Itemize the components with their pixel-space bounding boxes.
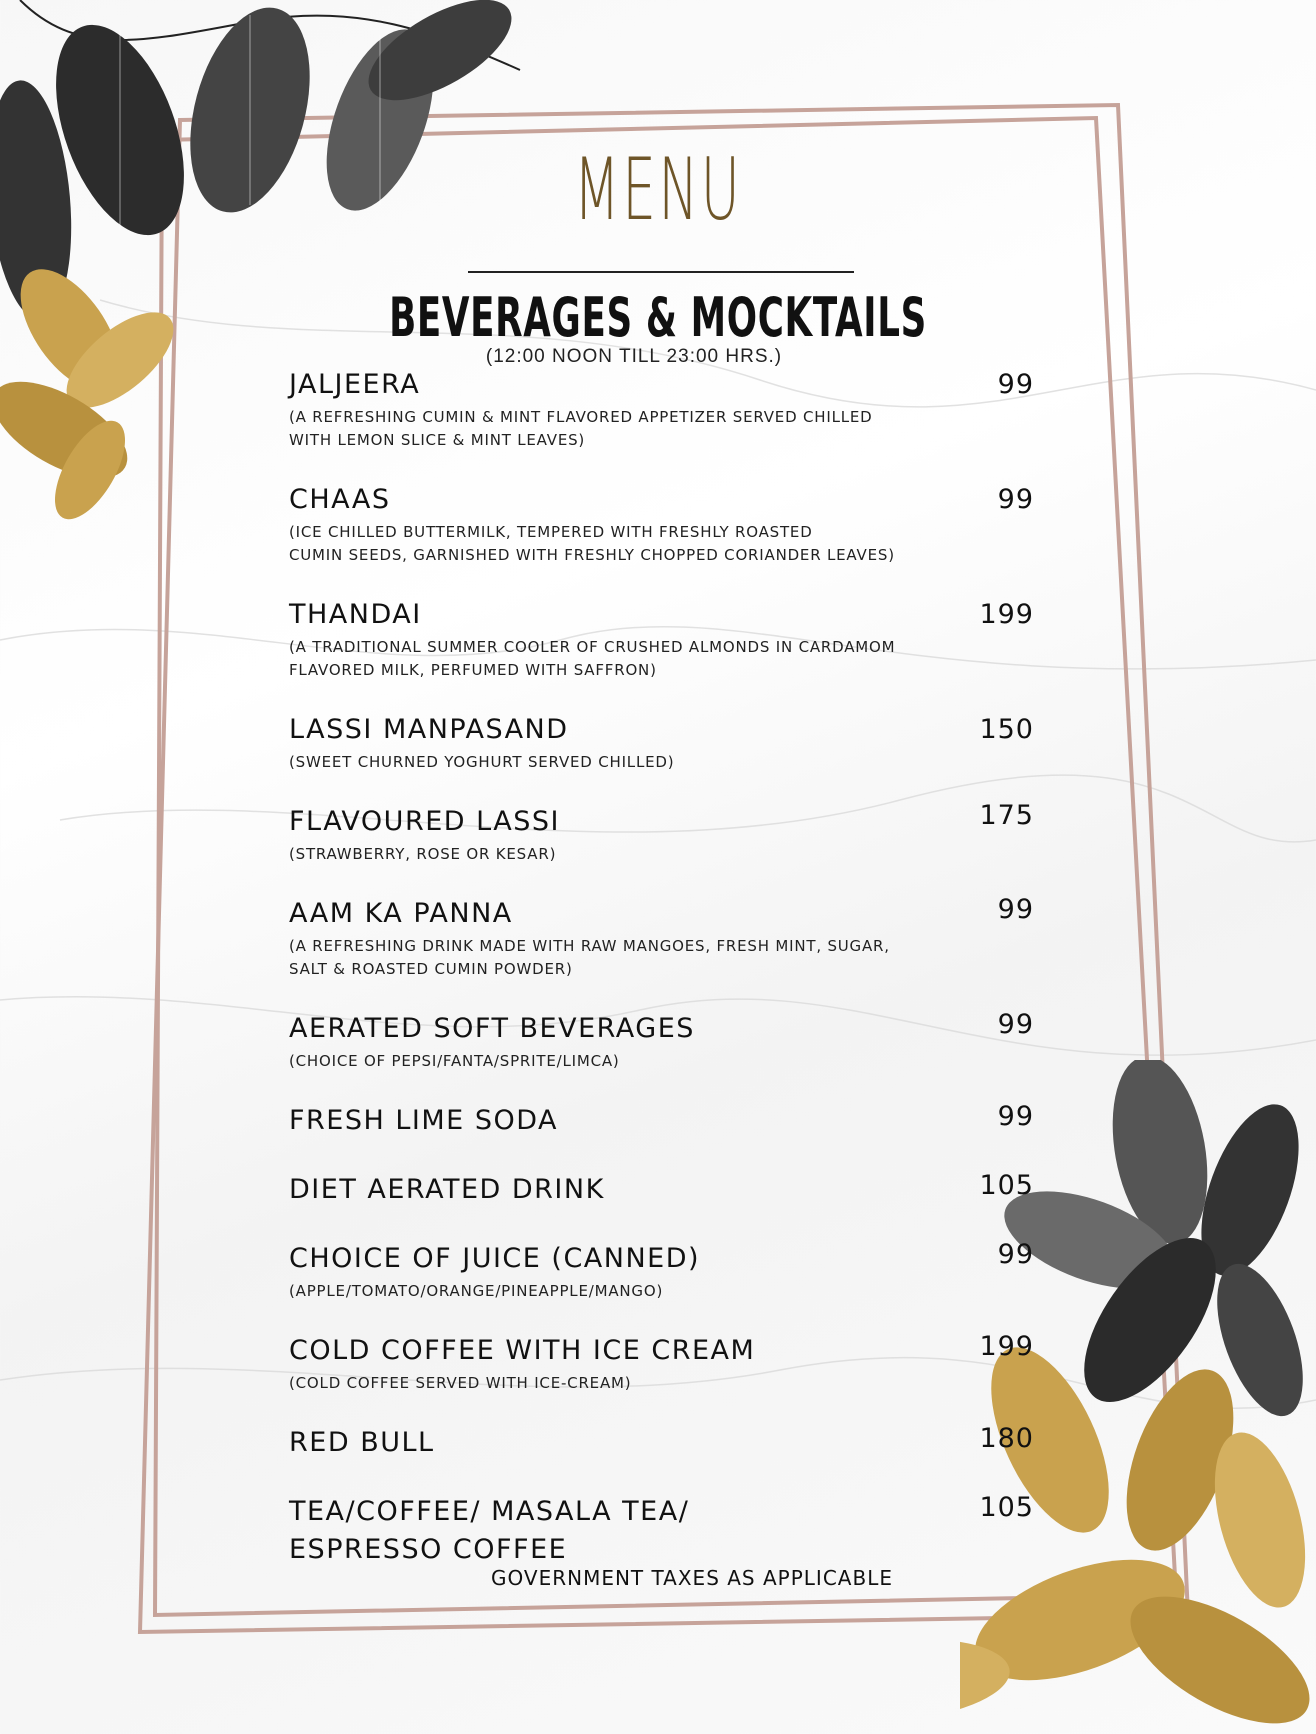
item-description: (STRAWBERRY, ROSE OR KESAR) (289, 845, 557, 863)
item-description: (CHOICE OF PEPSI/FANTA/SPRITE/LIMCA) (289, 1052, 620, 1070)
menu-item (289, 1424, 1034, 1462)
item-price: 150 (979, 714, 1034, 745)
item-name: TEA/COFFEE/ MASALA TEA/ (289, 1496, 690, 1527)
item-description: (A REFRESHING DRINK MADE WITH RAW MANGOES, FRESH MINT, SUGAR, SALT & ROASTED CUMIN POWDER) (289, 937, 890, 978)
item-name: FLAVOURED LASSI (289, 806, 561, 837)
item-price: 105 (979, 1170, 1034, 1201)
item-price: 99 (997, 894, 1034, 925)
item-name: DIET AERATED DRINK (289, 1174, 605, 1205)
item-description: (A TRADITIONAL SUMMER COOLER OF CRUSHED ALMONDS IN CARDAMOM FLAVORED MILK, PERFUMED WITH SAFFRON) (289, 638, 896, 679)
section-title: BEVERAGES & MOCKTAILS (389, 286, 927, 349)
item-price: 175 (979, 800, 1034, 831)
tax-note: GOVERNMENT TAXES AS APPLICABLE (491, 1566, 893, 1590)
item-name: FRESH LIME SODA (289, 1105, 558, 1136)
item-name-continued: ESPRESSO COFFEE (289, 1534, 568, 1565)
item-name: LASSI MANPASAND (289, 714, 569, 745)
item-name: CHAAS (289, 484, 391, 515)
item-price: 105 (979, 1492, 1034, 1523)
item-price: 199 (979, 1331, 1034, 1362)
menu-item (289, 1240, 1034, 1303)
service-hours: (12:00 NOON TILL 23:00 HRS.) (485, 346, 783, 367)
item-price: 99 (997, 484, 1034, 515)
item-description: (COLD COFFEE SERVED WITH ICE-CREAM) (289, 1374, 632, 1392)
item-price: 99 (997, 1239, 1034, 1270)
item-description: (APPLE/TOMATO/ORANGE/PINEAPPLE/MANGO) (289, 1282, 664, 1300)
bottom-right-leaves (960, 1060, 1316, 1734)
menu-item (289, 1102, 1034, 1140)
item-name: CHOICE OF JUICE (CANNED) (289, 1243, 701, 1274)
item-price: 199 (979, 599, 1034, 630)
item-description: (A REFRESHING CUMIN & MINT FLAVORED APPETIZER SERVED CHILLED WITH LEMON SLICE & MINT LEAVES) (289, 408, 873, 449)
item-description: (ICE CHILLED BUTTERMILK, TEMPERED WITH FRESHLY ROASTED CUMIN SEEDS, GARNISHED WITH FRESHLY CHOPPED CORIANDER LEAVES) (289, 523, 895, 564)
menu-item (289, 800, 1034, 866)
title-divider (468, 271, 854, 273)
item-price: 99 (997, 1101, 1034, 1132)
item-name: COLD COFFEE WITH ICE CREAM (289, 1335, 756, 1366)
menu-item (289, 1010, 1034, 1073)
menu-item (289, 895, 1034, 981)
item-name: JALJEERA (289, 369, 421, 400)
item-price: 99 (997, 1009, 1034, 1040)
menu-item (289, 481, 1034, 567)
item-price: 99 (997, 369, 1034, 400)
menu-item (289, 1493, 1034, 1569)
menu-item (289, 1171, 1034, 1209)
item-name: AERATED SOFT BEVERAGES (289, 1013, 695, 1044)
item-name: THANDAI (289, 599, 422, 630)
menu-item (289, 596, 1034, 682)
item-description: (SWEET CHURNED YOGHURT SERVED CHILLED) (289, 753, 675, 771)
item-name: AAM KA PANNA (289, 898, 513, 929)
menu-item (289, 711, 1034, 774)
menu-item (289, 366, 1034, 452)
menu-item (289, 1332, 1034, 1395)
item-price: 180 (979, 1423, 1034, 1454)
menu-title: MENU (573, 140, 743, 240)
item-name: RED BULL (289, 1427, 435, 1458)
